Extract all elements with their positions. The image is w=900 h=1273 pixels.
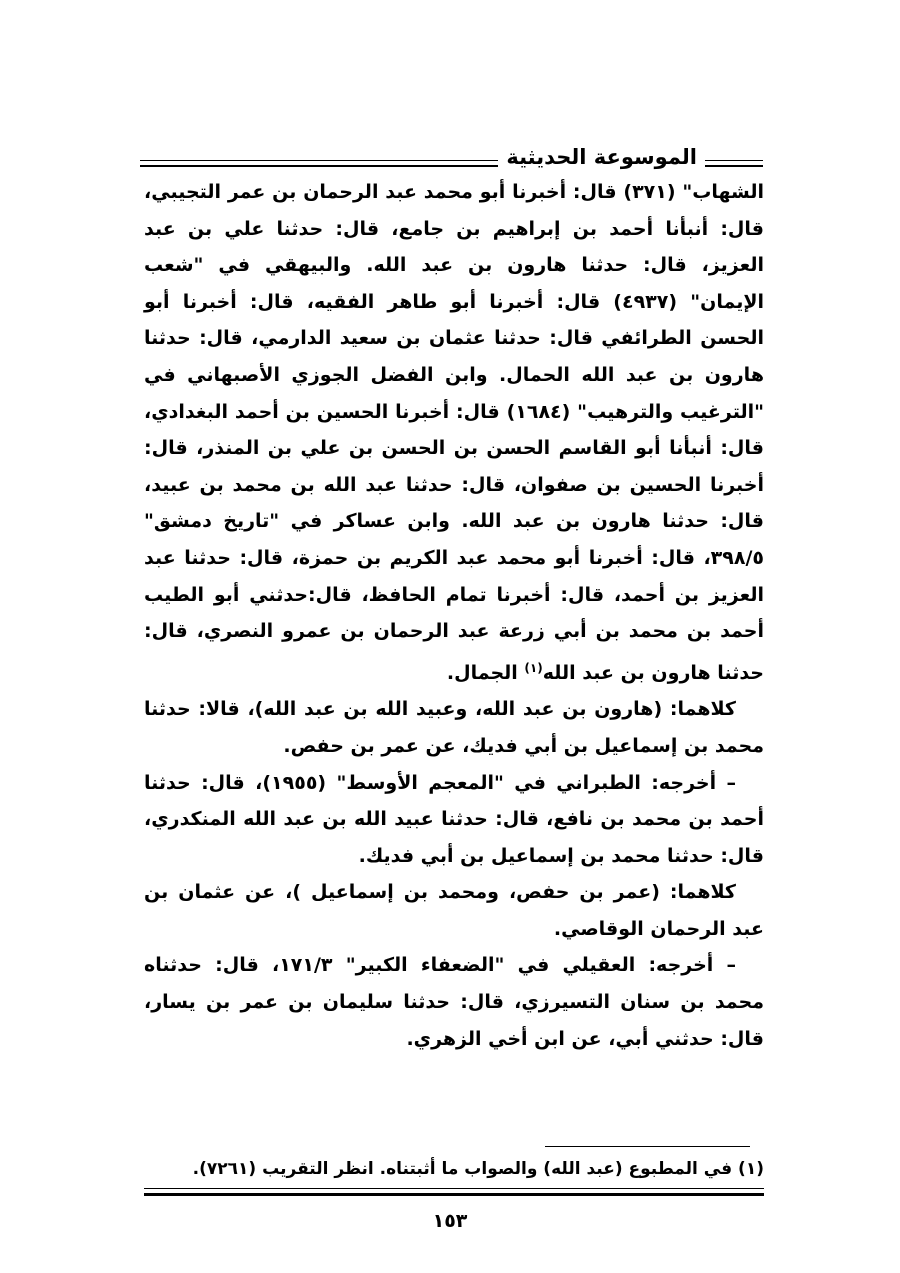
footer-rule [144,1188,764,1189]
paragraph [144,174,764,691]
paragraph: كلاهما: (هارون بن عبد الله، وعبيد الله بن عبد الله)، قالا: حدثنا محمد بن إسماعيل بن أبي فديك، عن عمر بن حفص. [144,698,764,757]
footnote-reference: (١) [524,660,543,675]
page-number: ١٥٣ [432,1210,468,1232]
footer-rule-thick [144,1193,764,1196]
header-title: الموسوعة الحديثية [498,143,705,171]
footnote: (١) في المطبوع (عبد الله) والصواب ما أثبتناه. انظر التقريب (٧٢٦١). [192,1159,764,1179]
paragraph: – أخرجه: العقيلي في "الضعفاء الكبير" ١٧١/٣، قال: حدثناه محمد بن سنان التسيرزي، قال: حدثنا سليمان بن عمر بن يسار، قال: حدثني أبي، عن ابن أخي الزهري. [144,954,764,1050]
page-header [140,133,763,173]
paragraph: كلاهما: (عمر بن حفص، ومحمد بن إسماعيل )، عن عثمان بن عبد الرحمان الوقاصي. [144,881,764,940]
paragraph-text-end: الجمال. [446,661,525,684]
paragraph-text: الشهاب" (٣٧١) قال: أخبرنا أبو محمد عبد الرحمان بن عمر التجيبي، قال: أنبأنا أحمد بن إبراهيم بن جامع، قال: حدثنا علي بن عبد العزيز، قال: حدثنا هارون بن عبد الله. والبيهقي في "شعب الإيمان" (٤٩٣٧) قال: أخبرنا أبو طاهر الفقيه، قال: أخبرنا أبو الحسن الطرائفي قال: حدثنا عثمان بن سعيد الدارمي، قال: حدثنا هارون بن عبد الله الحمال. وابن الفضل الجوزي الأصبهاني في "الترغيب والترهيب" (١٦٨٤) قال: أخبرنا الحسين بن أحمد البغدادي، قال: أنبأنا أبو القاسم الحسن بن الحسن بن علي بن المنذر، قال: أخبرنا الحسين بن صفوان، قال: حدثنا عبد الله بن محمد بن عبيد، قال: حدثنا هارون بن عبد الله. وابن عساكر في "تاريخ دمشق" ٣٩٨/٥، قال: أخبرنا أبو محمد عبد الكريم بن حمزة، قال: حدثنا عبد العزيز بن أحمد، قال: أخبرنا تمام الحافظ، قال:حدثني أبو الطيب أحمد بن محمد بن أبي زرعة عبد الرحمان بن عمرو النصري، قال: حدثنا هارون بن عبد الله [144,181,764,684]
main-text [144,174,764,1057]
paragraph: – أخرجه: الطبراني في "المعجم الأوسط" (١٩٥٥)، قال: حدثنا أحمد بن محمد بن نافع، قال: حدثنا عبيد الله بن عبد الله المنكدري، قال: حدثنا محمد بن إسماعيل بن أبي فديك. [144,771,764,867]
footnote-separator [545,1146,750,1147]
